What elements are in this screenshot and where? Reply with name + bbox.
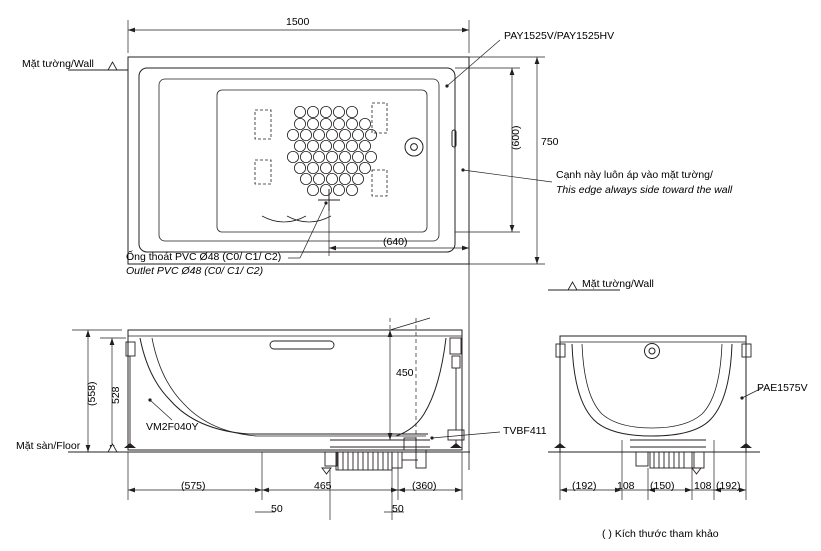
label-code-apron: PAE1575V [757,382,808,394]
dim-side-192-right: (192) [716,480,741,492]
dim-side-108-left: 108 [617,480,635,492]
dim-front-465: 465 [314,480,332,492]
dim-front-outer-height: (558) [86,381,98,406]
dim-front-50-right: 50 [392,503,404,515]
label-wall-top: Mặt tường/Wall [22,58,94,70]
dim-front-360: (360) [412,480,437,492]
dim-top-height: 750 [541,136,559,148]
footer-note: ( ) Kích thước tham khảo [602,528,719,540]
dim-side-108-right: 108 [694,480,712,492]
label-wall-side: Mặt tường/Wall [582,278,654,290]
label-wall-note-en: This edge always side toward the wall [556,184,733,196]
dim-side-192-left: (192) [572,480,597,492]
dim-top-inner-height: (600) [510,125,522,150]
dim-top-width: 1500 [286,16,310,28]
label-floor: Mặt sàn/Floor [16,440,81,452]
dim-front-depth: 450 [396,367,414,379]
dim-front-50-left: 50 [271,503,283,515]
dim-top-drain-offset: (640) [383,236,408,248]
label-code-faucet: VM2F040Y [146,421,199,433]
dim-front-575: (575) [181,480,206,492]
dim-side-150: (150) [650,480,675,492]
label-outlet-vi: Ống thoát PVC Ø48 (C0/ C1/ C2) [126,251,282,263]
label-code-drain: TVBF411 [503,425,547,437]
dim-front-inner-height: 528 [110,386,122,404]
label-product-code-top: PAY1525V/PAY1525HV [504,30,615,42]
label-wall-note-vi: Cạnh này luôn áp vào mặt tường/ [556,169,713,181]
label-outlet-en: Outlet PVC Ø48 (C0/ C1/ C2) [126,265,264,277]
